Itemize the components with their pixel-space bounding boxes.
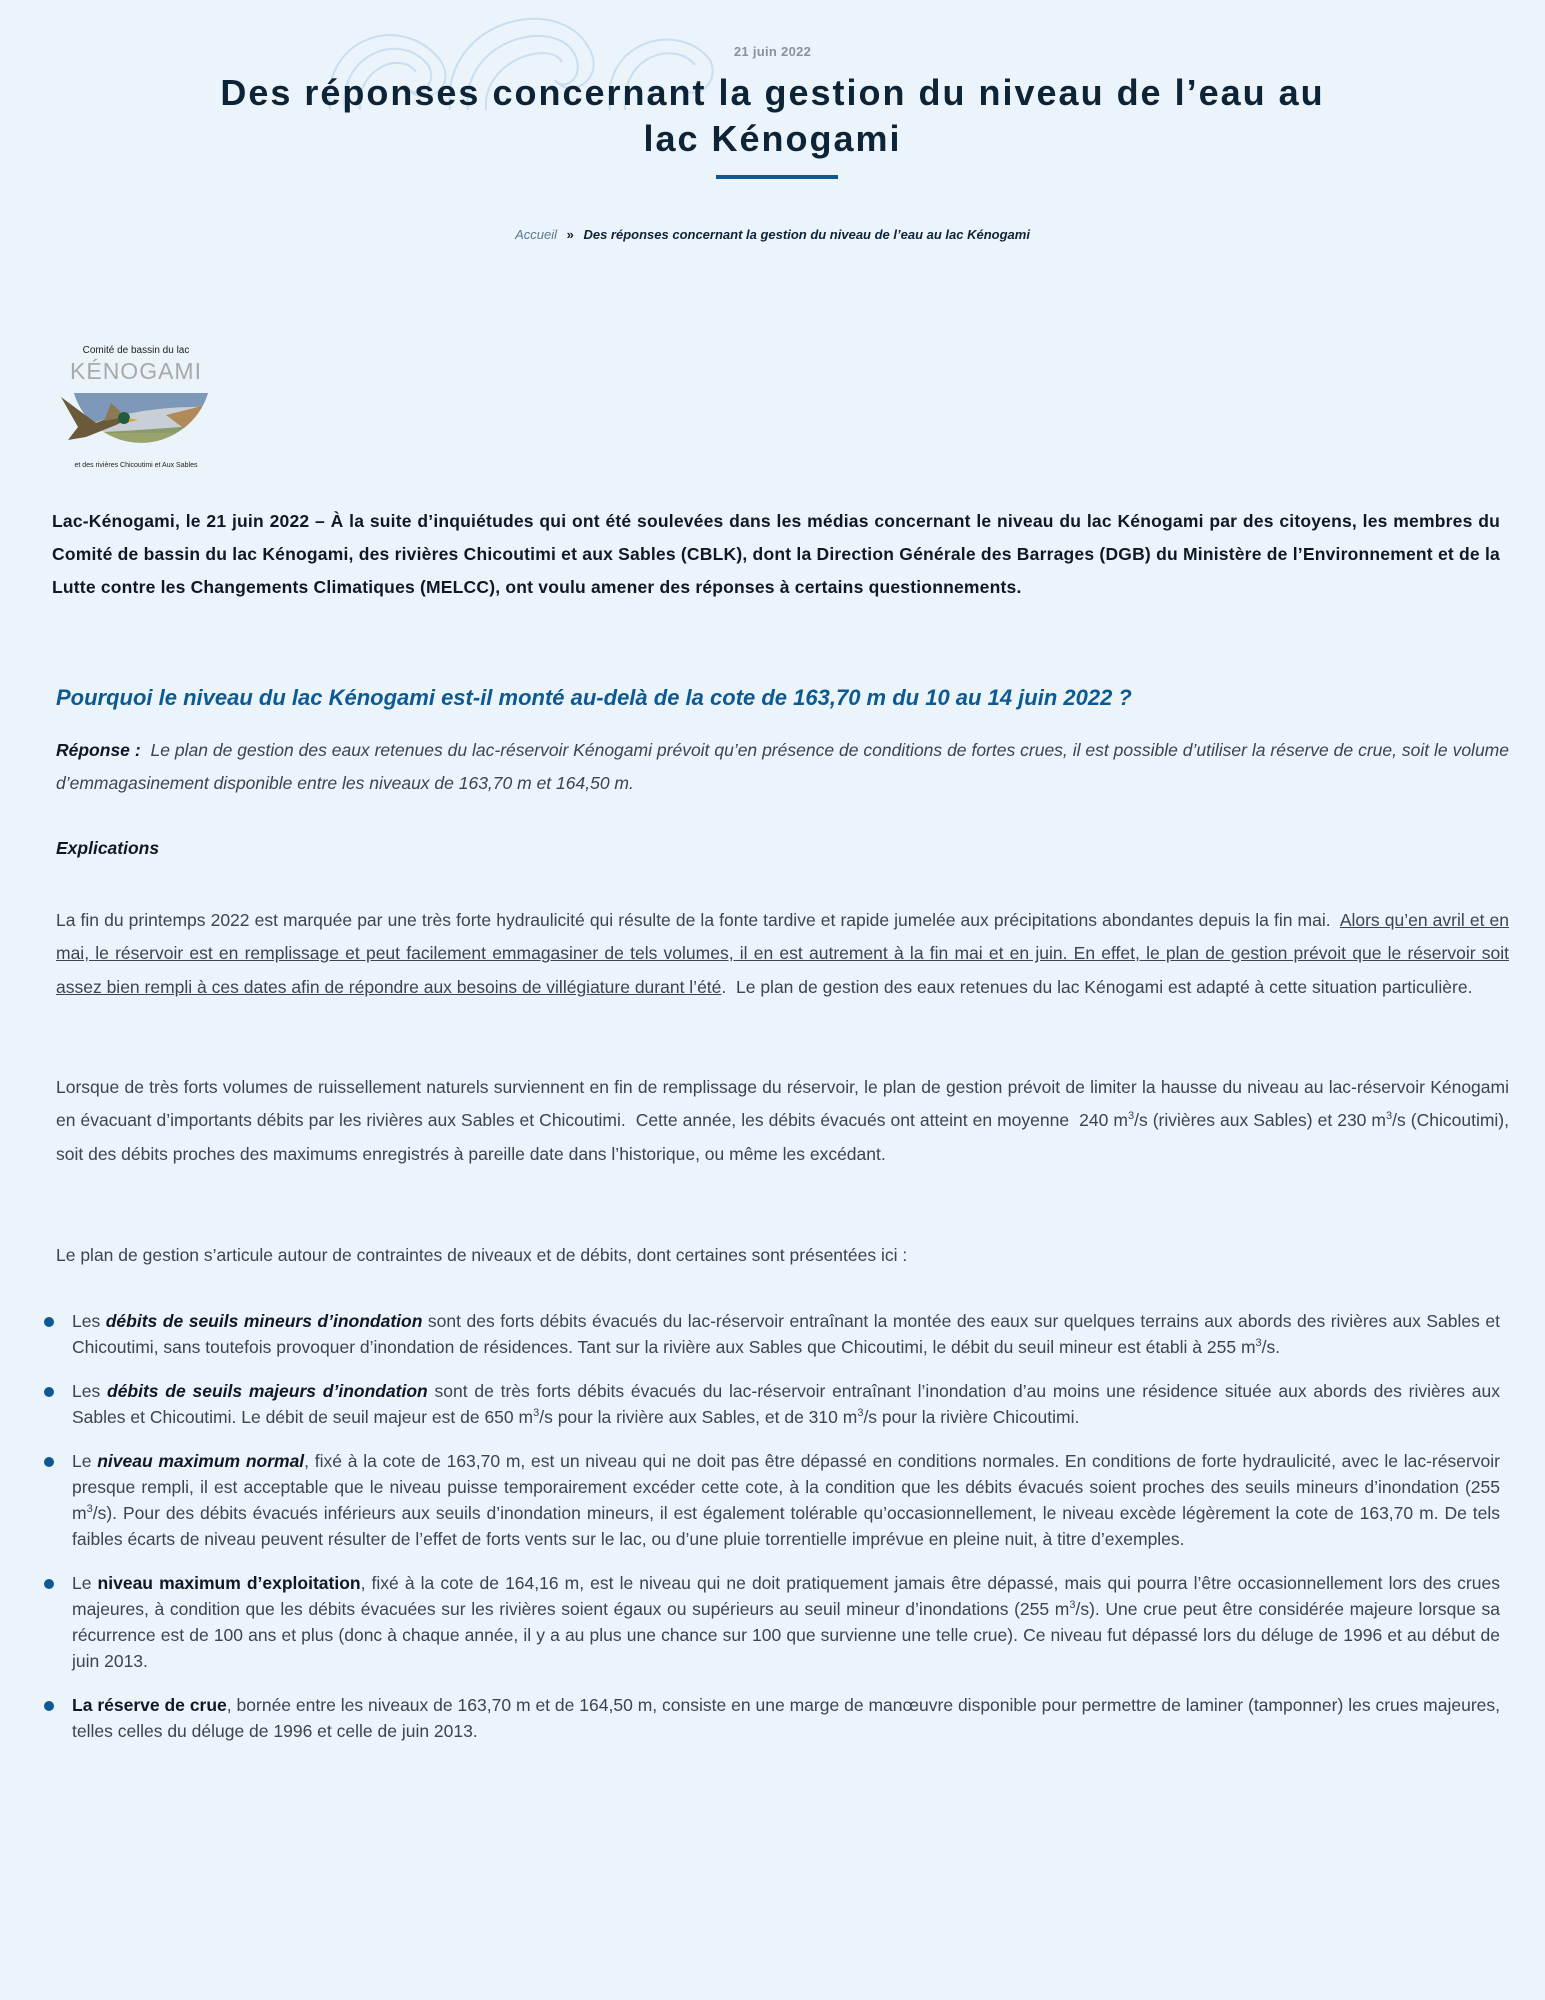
item-text: /s. xyxy=(1261,1337,1281,1357)
breadcrumb-home-link[interactable]: Accueil xyxy=(515,227,557,242)
title-underline xyxy=(716,175,838,179)
breadcrumb-current: Des réponses concernant la gestion du niveau de l’eau au lac Kénogami xyxy=(583,227,1030,242)
item-sup: 3 xyxy=(86,1503,93,1516)
explications-heading: Explications xyxy=(56,838,160,858)
item-prefix: Le xyxy=(72,1451,98,1471)
bullet-icon xyxy=(44,1457,54,1467)
item-prefix: Les xyxy=(72,1381,107,1401)
list-item xyxy=(40,1570,1500,1674)
constraints-list xyxy=(40,1308,1500,1762)
answer-text: Le plan de gestion des eaux retenues du lac-réservoir Kénogami prévoit qu’en présence de conditions de fortes crues, il est possible d’utiliser la réserve de crue, soit le volume d’emmagasinement disponible entre les niveaux de 163,70 m et 164,50 m. xyxy=(56,740,1509,793)
breadcrumb xyxy=(0,227,1545,242)
item-text: , bornée entre les niveaux de 163,70 m et de 164,50 m, consiste en une marge de manœuvre disponible pour permettre de laminer (tamponner) les crues majeures, telles celles du déluge de 1996 et celle de juin 2013. xyxy=(72,1695,1500,1741)
p2-part1: Lorsque de très forts volumes de ruissellement naturels surviennent en fin de remplissage du réservoir, le plan de gestion prévoit de limiter la hausse du niveau au lac-réservoir Kénogami en évacuant d’importants débits par les rivières aux Sables et Chicoutimi. Cette année, les débits évacués ont atteint en moyenne 240 m xyxy=(56,1077,1514,1131)
item-term: niveau maximum d’exploitation xyxy=(97,1573,361,1593)
item-text: , fixé à la cote de 163,70 m, est un niveau qui ne doit pas être dépassé en conditions normales. En conditions de forte hydraulicité, avec le lac-réservoir presque rempli, il est acceptable que le niveau puisse temporairement excéder cette cote, à la condition que les débits évacués soient proches des seuils mineurs d’inondation (255 m xyxy=(72,1451,1500,1523)
p1-start: La fin du printemps 2022 est marquée par une très forte hydraulicité qui résulte de la fonte tardive et rapide jumelée aux précipitations abondantes depuis la fin mai. xyxy=(56,910,1340,930)
question-heading: Pourquoi le niveau du lac Kénogami est-il monté au-delà de la cote de 163,70 m du 10 au 14 juin 2022 ? xyxy=(56,685,1132,710)
list-item xyxy=(40,1308,1500,1360)
item-prefix: Les xyxy=(72,1311,106,1331)
p2-part3: /s (Chicoutimi), soit des débits proches des maximums enregistrés à pareille date dans l’historique, ou même les excédant. xyxy=(56,1110,1509,1164)
p2-sup1: 3 xyxy=(1127,1110,1135,1123)
item-term: débits de seuils majeurs d’inondation xyxy=(107,1381,428,1401)
bullet-icon xyxy=(44,1317,54,1327)
paragraph-discharge xyxy=(56,1071,1514,1171)
item-sup: 3 xyxy=(857,1407,864,1420)
item-text: sont des forts débits évacués du lac-réservoir entraînant la montée des eaux sur quelques terrains aux abords des rivières aux Sables et Chicoutimi, sans toutefois provoquer d’inondation de résidences. Tant sur la rivière aux Sables que Chicoutimi, le débit du seuil mineur est établi à 255 m xyxy=(72,1311,1500,1357)
press-release-intro: Lac-Kénogami, le 21 juin 2022 – À la suite d’inquiétudes qui ont été soulevées dans les médias concernant le niveau du lac Kénogami par des citoyens, les membres du Comité de bassin du lac Kénogami, des rivières Chicoutimi et aux Sables (CBLK), dont la Direction Générale des Barrages (DGB) du Ministère de l’Environnement et de la Lutte contre les Changements Climatiques (MELCC), ont voulu amener des réponses à certains questionnements. xyxy=(52,511,1500,597)
p1-end: . Le plan de gestion des eaux retenues du lac Kénogami est adapté à cette situation particulière. xyxy=(721,976,1473,997)
logo-top-text: Comité de bassin du lac xyxy=(82,345,190,356)
bullet-icon xyxy=(44,1579,54,1589)
item-prefix: Le xyxy=(72,1573,98,1593)
paragraph-constraints-intro: Le plan de gestion s’articule autour de contraintes de niveaux et de débits, dont certaines sont présentées ici : xyxy=(56,1245,908,1265)
p1-underlined: Alors qu’en avril et en mai, le réservoir est en remplissage et peut facilement emmagasiner de tels volumes, il en est autrement à la fin mai et en juin. En effet, le plan de gestion prévoit que le réservoir soit assez bien rempli à ces dates afin de répondre aux besoins de villégiature durant l’été xyxy=(56,910,1509,997)
paragraph-hydraulicity xyxy=(56,904,1509,1004)
p2-part2: /s (rivières aux Sables) et 230 m xyxy=(1134,1110,1387,1131)
logo-bottom-text: et des rivières Chicoutimi et Aux Sables xyxy=(74,462,198,469)
item-term: niveau maximum normal xyxy=(97,1451,305,1471)
cblk-logo xyxy=(56,340,216,470)
item-text: /s). Pour des débits évacués inférieurs aux seuils d’inondation mineurs, il est également tolérable qu’occasionnellement, le niveau excède légèrement la cote de 163,70 m. De tels faibles écarts de niveau peuvent résulter de l’effet de forts vents sur le lac, ou d’une pluie torrentielle imprévue en pleine nuit, à titre d’exemples. xyxy=(72,1503,1500,1549)
list-item xyxy=(40,1448,1500,1552)
item-term: La réserve de crue xyxy=(72,1695,227,1715)
bullet-icon xyxy=(44,1387,54,1397)
item-sup: 3 xyxy=(533,1407,540,1420)
page-title: Des réponses concernant la gestion du niveau de l’eau au lac Kénogami xyxy=(220,72,1325,159)
breadcrumb-separator: » xyxy=(566,227,574,242)
item-sup: 3 xyxy=(1069,1599,1076,1612)
item-text: /s pour la rivière Chicoutimi. xyxy=(863,1407,1080,1427)
list-item xyxy=(40,1692,1500,1744)
item-sup: 3 xyxy=(1255,1337,1262,1350)
item-text: sont de très forts débits évacués du lac-réservoir entraînant l’inondation d’au moins une résidence située aux abords des rivières aux Sables et Chicoutimi. Le débit de seuil majeur est de 650 m xyxy=(72,1381,1501,1427)
item-term: débits de seuils mineurs d’inondation xyxy=(105,1311,423,1331)
item-text: , fixé à la cote de 164,16 m, est le niveau qui ne doit pratiquement jamais être dépassé, mais qui pourra l’être occasionnellement lors des crues majeures, à condition que les débits évacuées sur les rivières soient égaux ou supérieurs au seuil mineur d’inondations (255 m xyxy=(72,1573,1500,1619)
answer-label: Réponse : xyxy=(56,740,141,760)
item-text: /s pour la rivière aux Sables, et de 310 m xyxy=(539,1407,858,1427)
item-text: /s). Une crue peut être considérée majeure lorsque sa récurrence est de 100 ans et plus (donc à chaque année, il y a au plus une chance sur 100 que survienne une telle crue). Ce niveau fut dépassé lors du déluge de 1996 et au début de juin 2013. xyxy=(72,1599,1500,1671)
logo-name: KÉNOGAMI xyxy=(70,358,202,384)
bullet-icon xyxy=(44,1701,54,1711)
logo-lake-image xyxy=(56,385,216,470)
list-item xyxy=(40,1378,1500,1430)
publication-date: 21 juin 2022 xyxy=(733,44,812,59)
answer-paragraph xyxy=(56,734,1509,800)
p2-sup2: 3 xyxy=(1386,1110,1393,1123)
